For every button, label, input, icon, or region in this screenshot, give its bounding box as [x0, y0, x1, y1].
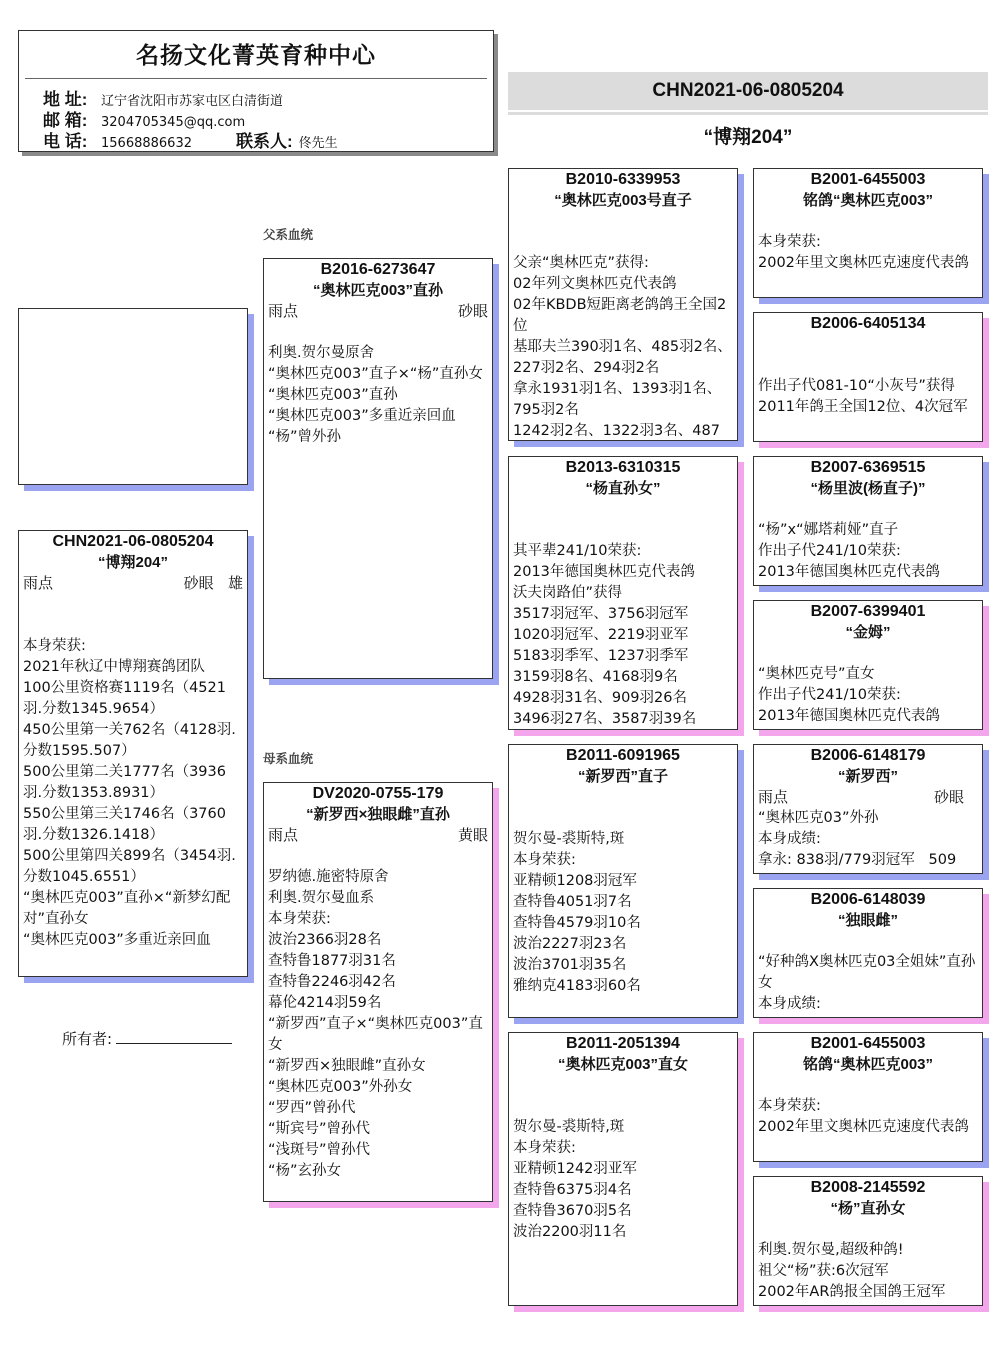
note-line: 沃夫岗路伯”获得 — [513, 585, 623, 601]
note-line: 550公里第三关1746名（3760羽.分数1326.1418） — [23, 806, 226, 843]
breeder-header — [18, 30, 494, 152]
granddam-paternal-card — [508, 456, 738, 730]
note-line: 查特鲁2246羽42名 — [268, 974, 396, 990]
subject-ring: CHN2021-06-0805204 — [52, 533, 214, 550]
note-line: 2002年AR鸽报全国鸽王冠军 — [758, 1284, 946, 1300]
dam-card — [263, 782, 493, 1202]
subject-card — [18, 530, 248, 977]
note-line: 2011年鸽王全国12位、4次冠军 — [758, 399, 968, 415]
note-line: “杨”玄孙女 — [268, 1163, 342, 1179]
note-line: “奥林匹克003”多重近亲回血 — [23, 932, 211, 948]
note-line: 查特鲁3670羽5名 — [513, 1203, 632, 1219]
note-line: 基耶夫兰390羽1名、485羽2名、227羽2名、294羽2名 — [513, 339, 732, 376]
sire-traits — [264, 301, 492, 322]
subject-notes — [19, 636, 247, 951]
grandsire-maternal-card — [508, 744, 738, 1018]
ggp4-traits — [754, 787, 982, 808]
ggp1-ring: B2006-6405134 — [810, 315, 926, 332]
ggp4-eye: 砂眼 — [933, 788, 964, 806]
note-line: 利奥.贺尔曼血系 — [268, 890, 375, 906]
note-line: “杨”x“娜塔莉娅”直子 — [758, 522, 899, 538]
note-line: 2021年秋辽中博翔赛鸽团队 — [23, 659, 205, 675]
note-line: 波治3701羽35名 — [513, 957, 627, 973]
top-divider — [508, 112, 988, 115]
note-line: 亚精顿1242羽亚军 — [513, 1161, 637, 1177]
note-line: “新罗西×独眼雌”直孙女 — [268, 1058, 426, 1074]
dam-name: “新罗西×独眼雌”直孙 — [306, 806, 450, 823]
breeder-title: 名扬文化菁英育种中心 — [136, 42, 376, 68]
note-line: 贺尔曼-裘斯特,斑 — [513, 831, 625, 847]
note-line: 查特鲁4051羽7名 — [513, 894, 632, 910]
note-line: 作出子代241/10荣获: — [758, 687, 901, 703]
owner-label: 所有者: — [62, 1030, 113, 1048]
contact-value: 佟先生 — [298, 136, 338, 151]
note-line: 罗纳德.施密特原舍 — [268, 869, 389, 885]
note-line: 亚精顿1208羽冠军 — [513, 873, 637, 889]
phone-label: 电 话: — [43, 132, 88, 151]
owner-blank-line[interactable] — [116, 1029, 232, 1044]
note-line: “奥林匹克003”直子×“杨”直孙女 — [268, 366, 483, 382]
gp1-notes — [509, 541, 737, 730]
ggp2-notes — [754, 520, 982, 583]
note-line: 本身成绩: — [758, 831, 821, 847]
subject-sex: 雄 — [227, 574, 243, 592]
ggp7-card — [753, 1176, 983, 1306]
note-line: 波治2227羽23名 — [513, 936, 627, 952]
note-line: 02年KBDB短距离老鸽鸽王全国2位 — [513, 297, 727, 334]
note-line: 450公里第一关762名（4128羽.分数1595.507） — [23, 722, 236, 759]
note-line: 波治2366羽28名 — [268, 932, 382, 948]
granddam-maternal-card — [508, 1032, 738, 1306]
note-line: 作出子代241/10荣获: — [758, 543, 901, 559]
dam-color: 雨点 — [268, 826, 299, 844]
note-line: 2002年里文奥林匹克速度代表鸽 — [758, 1119, 969, 1135]
ggp5-card — [753, 888, 983, 1018]
ggp3-card — [753, 600, 983, 730]
note-line: “斯宾号”曾孙代 — [268, 1121, 371, 1137]
note-line: 3159羽8名、4168羽9名 — [513, 669, 678, 685]
note-line: 本身荣获: — [758, 1098, 821, 1114]
note-line: 本身荣获: — [513, 852, 576, 868]
ggp5-ring: B2006-6148039 — [810, 891, 926, 908]
note-line: 利奥.贺尔曼,超级种鸽! — [758, 1242, 904, 1258]
note-line: “好种鸽X奥林匹克03全姐妹”直孙女 — [758, 954, 976, 991]
note-line: 拿永: 838羽/779羽冠军 509 — [758, 852, 957, 868]
note-line: 5183羽季军、1237羽季军 — [513, 648, 689, 664]
gp2-notes — [509, 829, 737, 997]
ggp4-color: 雨点 — [758, 788, 789, 806]
dam-traits — [264, 825, 492, 846]
note-line: 其平辈241/10荣获: — [513, 543, 642, 559]
note-line: 1242羽2名、1322羽3名、487 — [513, 423, 720, 439]
subject-color: 雨点 — [23, 574, 54, 592]
ggp6-name: 铭鸽“奥林匹克003” — [802, 1056, 934, 1073]
ggp6-ring: B2001-6455003 — [810, 1035, 926, 1052]
note-line: “新罗西”直子×“奥林匹克003”直女 — [268, 1016, 483, 1053]
sire-line-label: 父系血统 — [263, 227, 314, 242]
note-line: 本身荣获: — [23, 638, 86, 654]
note-line: 查特鲁1877羽31名 — [268, 953, 396, 969]
note-line: 3496羽27名、3587羽39名 — [513, 711, 697, 727]
note-line: “奥林匹克003”外孙女 — [268, 1079, 413, 1095]
ggp3-notes — [754, 664, 982, 727]
note-line: 本身成绩: — [758, 996, 821, 1012]
gp3-notes — [509, 1117, 737, 1243]
address-value: 辽宁省沈阳市苏家屯区白清街道 — [101, 94, 284, 109]
note-line: 父亲“奥林匹克”获得: — [513, 255, 649, 271]
email-value: 3204705345@qq.com — [101, 115, 246, 130]
note-line: 2013年德国奥林匹克代表鸽 — [513, 564, 695, 580]
note-line: 本身荣获: — [758, 234, 821, 250]
ggp1-card — [753, 312, 983, 442]
dam-ring: DV2020-0755-179 — [312, 785, 444, 802]
photo-placeholder — [18, 308, 248, 485]
ggp6-card — [753, 1032, 983, 1162]
gp0-name: “奥林匹克003号直子 — [554, 192, 692, 209]
note-line: 祖父“杨”获:6次冠军 — [758, 1263, 889, 1279]
ggp4-notes — [754, 808, 982, 871]
contact-label: 联系人: — [235, 132, 293, 151]
owner-field — [62, 1028, 232, 1049]
dam-eye: 黄眼 — [457, 826, 488, 844]
ggp4-name: “新罗西” — [837, 768, 898, 785]
note-line: 500公里第四关899名（3454羽.分数1045.6551） — [23, 848, 236, 885]
note-line: “罗西”曾孙代 — [268, 1100, 356, 1116]
sire-name: “奥林匹克003”直孙 — [312, 282, 444, 299]
sire-notes — [264, 343, 492, 448]
note-line: “奥林匹克003”直孙×“新梦幻配对”直孙女 — [23, 890, 231, 927]
note-line: “浅斑号”曾孙代 — [268, 1142, 371, 1158]
note-line: 2013年德国奥林匹克代表鸽 — [758, 564, 940, 580]
dam-line-label: 母系血统 — [263, 751, 314, 766]
phone-value: 15668886632 — [101, 136, 192, 151]
note-line: 贺尔曼-裘斯特,斑 — [513, 1119, 625, 1135]
note-line: “奥林匹克03”外孙 — [758, 810, 879, 826]
gp0-notes — [509, 253, 737, 441]
ggp4-ring: B2006-6148179 — [810, 747, 926, 764]
subject-eye: 砂眼 — [183, 574, 214, 592]
note-line: 2002年里文奥林匹克速度代表鸽 — [758, 255, 969, 271]
ggp6-notes — [754, 1096, 982, 1138]
top-pigeon-name: “博翔204” — [703, 127, 793, 148]
ggp5-notes — [754, 952, 982, 1015]
gp2-ring: B2011-6091965 — [566, 747, 680, 764]
note-line: 02年列文奥林匹克代表鸽 — [513, 276, 677, 292]
sire-color: 雨点 — [268, 302, 299, 320]
ggp3-ring: B2007-6399401 — [810, 603, 926, 620]
gp3-name: “奥林匹克003”直女 — [557, 1056, 689, 1073]
note-line: 作出子代081-10“小灰号”获得 — [758, 378, 955, 394]
gp1-name: “杨直孙女” — [585, 480, 661, 497]
note-line: 查特鲁6375羽4名 — [513, 1182, 632, 1198]
note-line: 查特鲁4579羽10名 — [513, 915, 641, 931]
note-line: 本身荣获: — [513, 1140, 576, 1156]
gp2-name: “新罗西”直子 — [577, 768, 668, 785]
note-line: “奥林匹克003”直孙 — [268, 387, 398, 403]
ggp2-ring: B2007-6369515 — [810, 459, 926, 476]
ggp1-notes — [754, 376, 982, 418]
note-line: 100公里资格赛1119名（4521羽.分数1345.9654） — [23, 680, 226, 717]
grandsire-paternal-card — [508, 168, 738, 441]
note-line: 500公里第二关1777名（3936羽.分数1353.8931） — [23, 764, 226, 801]
ggp4-card — [753, 744, 983, 874]
note-line: 利奥.贺尔曼原舍 — [268, 345, 375, 361]
note-line: 波治2200羽11名 — [513, 1224, 627, 1240]
sire-eye: 砂眼 — [457, 302, 488, 320]
note-line: 本身荣获: — [268, 911, 331, 927]
address-row — [19, 85, 493, 109]
note-line: 幕伦4214羽59名 — [268, 995, 382, 1011]
ggp3-name: “金姆” — [845, 624, 891, 641]
ggp5-name: “独眼雌” — [837, 912, 898, 929]
subject-name: “博翔204” — [97, 554, 169, 571]
ggp2-card — [753, 456, 983, 586]
sire-ring: B2016-6273647 — [320, 261, 436, 278]
note-line: “奥林匹克号”直女 — [758, 666, 875, 682]
header-divider — [25, 78, 487, 79]
gp0-ring: B2010-6339953 — [565, 171, 681, 188]
note-line: “杨”曾外孙 — [268, 429, 342, 445]
sire-card — [263, 258, 493, 679]
ggp7-ring: B2008-2145592 — [810, 1179, 926, 1196]
email-row — [19, 106, 493, 130]
note-line: “奥林匹克003”多重近亲回血 — [268, 408, 456, 424]
note-line: 4928羽31名、909羽26名 — [513, 690, 687, 706]
ggp7-name: “杨”直孙女 — [830, 1200, 906, 1217]
gp3-ring: B2011-2051394 — [566, 1035, 680, 1052]
ggp7-notes — [754, 1240, 982, 1303]
note-line: 2013年德国奥林匹克代表鸽 — [758, 708, 940, 724]
note-line: 1020羽冠军、2219羽亚军 — [513, 627, 689, 643]
dam-notes — [264, 867, 492, 1182]
email-label: 邮 箱: — [43, 111, 88, 130]
address-label: 地 址: — [43, 90, 88, 109]
note-line: 拿永1931羽1名、1393羽1名、795羽2名 — [513, 381, 722, 418]
gp1-ring: B2013-6310315 — [565, 459, 681, 476]
note-line: 雅纳克4183羽60名 — [513, 978, 641, 994]
note-line: 3517羽冠军、3756羽冠军 — [513, 606, 689, 622]
ggp0-name: 铭鸽“奥林匹克003” — [802, 192, 934, 209]
ggp0-ring: B2001-6455003 — [810, 171, 926, 188]
ggp0-card — [753, 168, 983, 298]
ggp2-name: “杨里波(杨直子)” — [810, 480, 926, 497]
phone-row — [19, 127, 493, 151]
top-ring-number: CHN2021-06-0805204 — [508, 72, 988, 110]
subject-traits — [19, 573, 247, 594]
ggp0-notes — [754, 232, 982, 274]
